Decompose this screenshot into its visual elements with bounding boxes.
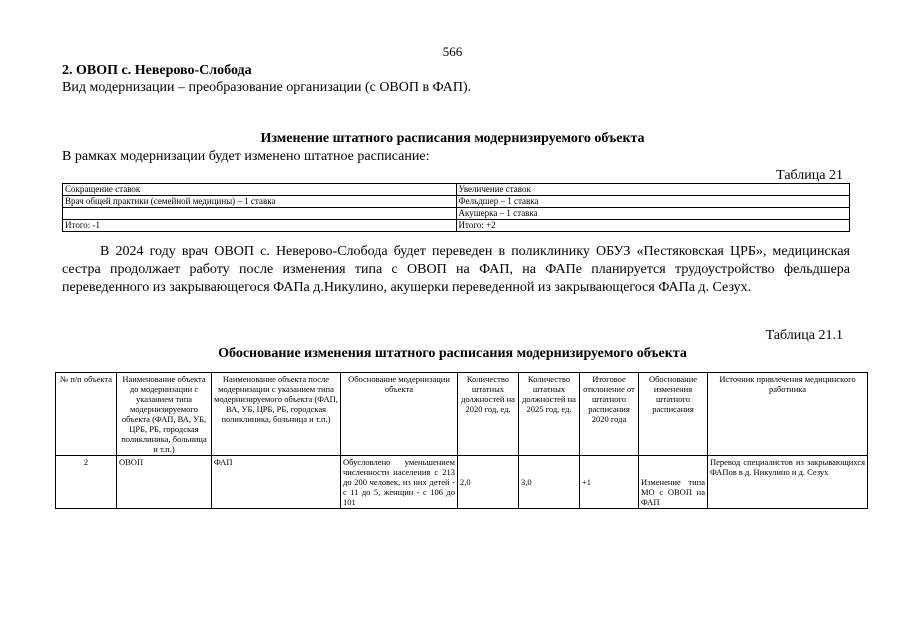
cell-num: 2 xyxy=(56,456,117,509)
col-reduce-header: Сокращение ставок xyxy=(63,184,457,196)
staff-change-intro: В рамках модернизации будет изменено штатное расписание: xyxy=(62,149,430,164)
increase-total: Итого: +2 xyxy=(456,220,850,232)
table-row xyxy=(63,208,850,220)
cell-before: ОВОП xyxy=(117,456,212,509)
header-num: № п/п объекта xyxy=(56,373,117,456)
header-deviation: Итоговое отклонение от штатного расписания 2020 года xyxy=(580,373,639,456)
cell-deviation: +1 xyxy=(580,456,639,509)
header-change-reason: Обоснование изменения штатного расписания xyxy=(639,373,708,456)
cell-change-reason: Изменение типа МО с ОВОП на ФАП xyxy=(639,456,708,509)
table211-title: Обоснование изменения штатного расписания модернизируемого объекта xyxy=(218,346,687,361)
page-number: 566 xyxy=(442,44,463,59)
header-after: Наименование объекта после модернизации с указанием типа модернизируемого объекта (ФАП, ВА, УБ, ЦРБ, РБ, городская поликлиника, больница и т.п.) xyxy=(212,373,341,456)
header-source: Источник привлечения медицинского работника xyxy=(708,373,868,456)
cell-source: Перевод специалистов из закрывающихся ФАПов в д. Никулино и д. Сезух xyxy=(708,456,868,509)
table-row xyxy=(56,456,868,509)
table211-caption: Таблица 21.1 xyxy=(765,328,843,343)
increase-item: Фельдшер – 1 ставка xyxy=(456,196,850,208)
reduce-total: Итого: -1 xyxy=(63,220,457,232)
header-justification: Обоснование модернизации объекта xyxy=(341,373,458,456)
table21-caption: Таблица 21 xyxy=(776,168,843,183)
header-qty2020: Количество штатных должностей на 2020 год, ед. xyxy=(458,373,519,456)
table211 xyxy=(55,372,868,509)
table-row xyxy=(63,184,850,196)
cell-qty2025: 3,0 xyxy=(519,456,580,509)
table-header-row xyxy=(56,373,868,456)
staff-change-title: Изменение штатного расписания модернизируемого объекта xyxy=(260,131,645,146)
modernization-type: Вид модернизации – преобразование организации (с ОВОП в ФАП). xyxy=(62,80,472,95)
section-heading: 2. ОВОП с. Неверово-Слобода xyxy=(62,63,252,78)
cell-justification: Обусловлено уменьшением численности населения с 213 до 200 человек, из них детей - с 11 до 5, женщин - с 106 до 101 xyxy=(341,456,458,509)
reduce-item: Врач общей практики (семейной медицины) – 1 ставка xyxy=(63,196,457,208)
header-before: Наименование объекта до модернизации с указанием типа модернизируемого объекта (ФАП, ВА, УБ, ЦРБ, РБ, городская поликлиника, больница и т.п.) xyxy=(117,373,212,456)
table21 xyxy=(62,183,850,232)
cell-after: ФАП xyxy=(212,456,341,509)
table-row xyxy=(63,196,850,208)
increase-item: Акушерка – 1 ставка xyxy=(456,208,850,220)
transfer-paragraph: В 2024 году врач ОВОП с. Неверово-Слобода будет переведен в поликлинику ОБУЗ «Пестяковская ЦРБ», медицинская сестра продолжает работу после изменения типа с ОВОП на ФАП, на ФАПе планируется трудоустройство фельдшера переведенного из закрывающегося ФАПа д.Никулино, акушерки переведенной из закрывающегося ФАПа д. Сезух. xyxy=(62,244,850,295)
col-increase-header: Увеличение ставок xyxy=(456,184,850,196)
cell-qty2020: 2,0 xyxy=(458,456,519,509)
reduce-empty-cell xyxy=(63,208,457,220)
table-row xyxy=(63,220,850,232)
header-qty2025: Количество штатных должностей на 2025 год, ед. xyxy=(519,373,580,456)
